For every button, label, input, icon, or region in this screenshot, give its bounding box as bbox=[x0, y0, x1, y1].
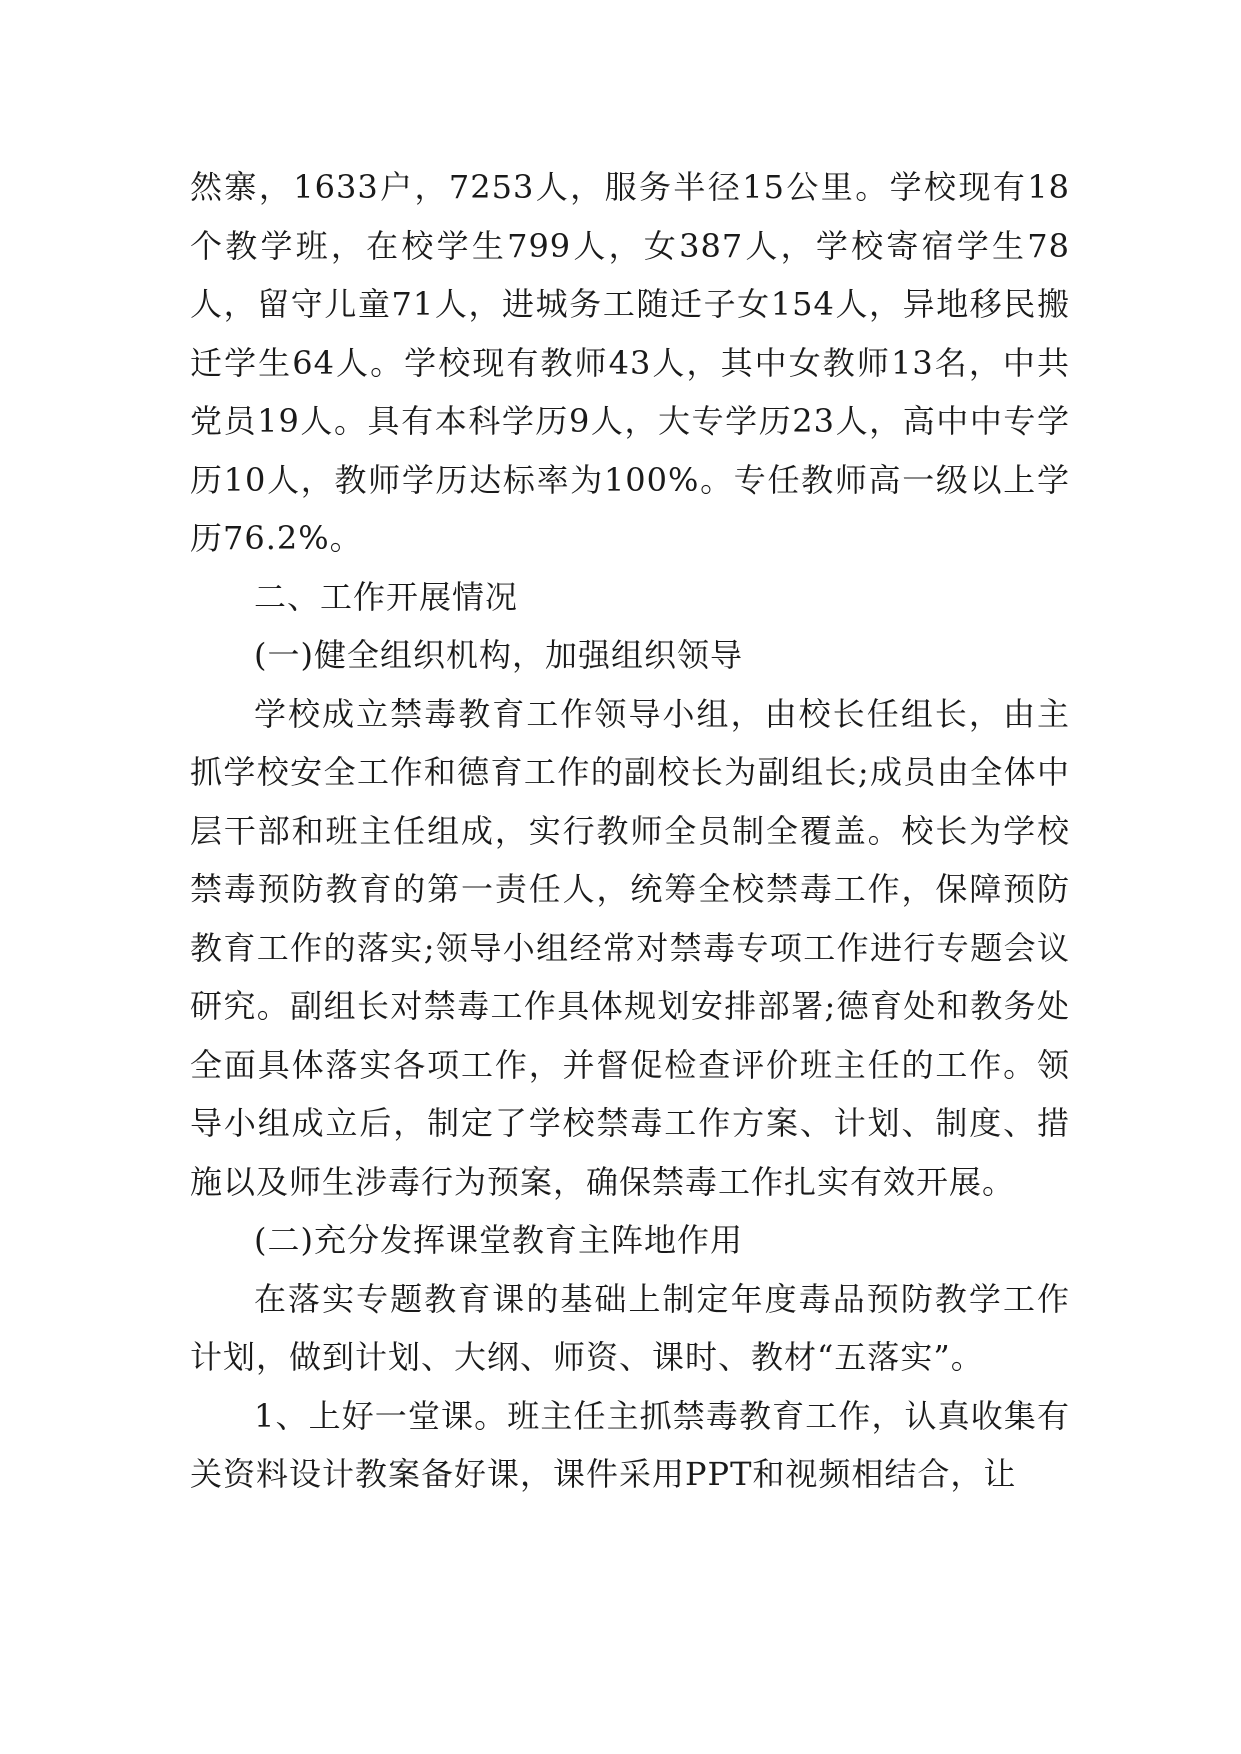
body-paragraph: 学校成立禁毒教育工作领导小组，由校长任组长，由主抓学校安全工作和德育工作的副校长为副组长;成员由全体中层干部和班主任组成，实行教师全员制全覆盖。校长为学校禁毒预防教育的第一责任人，统筹全校禁毒工作，保障预防教育工作的落实;领导小组经常对禁毒专项工作进行专题会议研究。副组长对禁毒工作具体规划安排部署;德育处和教务处全面具体落实各项工作，并督促检查评价班主任的工作。领导小组成立后，制定了学校禁毒工作方案、计划、制度、措施以及师生涉毒行为预案，确保禁毒工作扎实有效开展。 bbox=[190, 694, 1070, 1201]
body-paragraph: 在落实专题教育课的基础上制定年度毒品预防教学工作计划，做到计划、大纲、师资、课时、教材“五落实”。 bbox=[190, 1279, 1070, 1376]
intro-paragraph: 然寨，1633户，7253人，服务半径15公里。学校现有18个教学班，在校学生799人，女387人，学校寄宿学生78人，留守儿童71人，进城务工随迁子女154人，异地移民搬迁学生64人。学校现有教师43人，其中女教师13名，中共党员19人。具有本科学历9人，大专学历23人，高中中专学历10人，教师学历达标率为100%。专任教师高一级以上学历76.2%。 bbox=[190, 168, 1070, 557]
document-body bbox=[190, 158, 1070, 1504]
subsection-heading: (一)健全组织机构，加强组织领导 bbox=[254, 636, 743, 674]
list-item-paragraph: 1、上好一堂课。班主任主抓禁毒教育工作，认真收集有关资料设计教案备好课，课件采用PPT和视频相结合，让 bbox=[190, 1396, 1070, 1493]
subsection-heading: (二)充分发挥课堂教育主阵地作用 bbox=[254, 1221, 743, 1259]
section-heading: 二、工作开展情况 bbox=[254, 577, 519, 616]
